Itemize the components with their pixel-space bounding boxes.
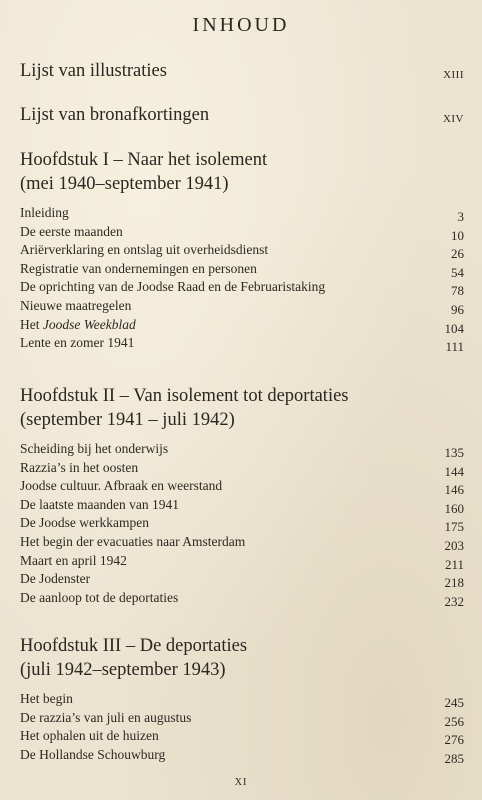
- section-item: [20, 223, 464, 242]
- section-item: [20, 709, 464, 728]
- section-page: 160: [444, 500, 464, 516]
- chapter-title: Hoofdstuk III – De deportaties: [20, 636, 248, 656]
- toc-entry-label: Lijst van illustraties: [20, 61, 167, 81]
- section-item: [20, 514, 464, 533]
- section-item: [20, 690, 464, 709]
- page-title: INHOUD: [192, 14, 290, 36]
- page-number: XI: [234, 777, 248, 788]
- section-page: 26: [451, 246, 464, 262]
- section-item: [20, 334, 464, 353]
- chapter-title: Hoofdstuk I – Naar het isolement: [20, 150, 268, 170]
- section-item: [20, 440, 464, 459]
- section-page: 232: [444, 593, 464, 609]
- chapter-heading: [20, 148, 464, 196]
- section-label: Razzia’s in het oosten: [20, 459, 139, 475]
- chapter-heading: [20, 634, 464, 682]
- section-item: [20, 533, 464, 552]
- section-page: 256: [444, 713, 464, 729]
- section-label: De Joodse werkkampen: [20, 515, 149, 531]
- section-page: 111: [445, 339, 464, 355]
- chapter-period: (september 1941 – juli 1942): [20, 410, 235, 430]
- section-page: 146: [444, 482, 464, 498]
- section-page: 10: [451, 227, 464, 243]
- periodical-title: Joodse Weekblad: [42, 316, 136, 332]
- section-label: De aanloop tot de deportaties: [20, 589, 179, 605]
- section-page: 285: [444, 750, 464, 766]
- section-label: De Hollandse Schouwburg: [20, 746, 166, 762]
- section-list: [20, 204, 464, 353]
- section-page: 54: [451, 264, 464, 280]
- section-label: De eerste maanden: [20, 223, 123, 239]
- section-item: [20, 570, 464, 589]
- section-item: [20, 316, 464, 335]
- section-label: Inleiding: [20, 205, 69, 220]
- section-label: Joodse cultuur. Afbraak en weerstand: [20, 478, 223, 494]
- section-item: [20, 278, 464, 297]
- section-item: [20, 727, 464, 746]
- section-page: 144: [444, 463, 464, 479]
- section-label: Het Joodse Weekblad: [20, 316, 136, 332]
- section-page: 203: [444, 537, 464, 553]
- section-page: 175: [444, 519, 464, 535]
- chapter-period: (juli 1942–september 1943): [20, 660, 226, 680]
- section-page: 96: [451, 301, 464, 317]
- chapter-heading: [20, 384, 464, 432]
- chapter-period: (mei 1940–september 1941): [20, 174, 229, 194]
- chapter-title: Hoofdstuk II – Van isolement tot deportaties: [20, 386, 349, 406]
- chapter-1: [20, 148, 464, 353]
- toc-entry-label: Lijst van bronafkortingen: [20, 105, 210, 125]
- section-label: Het begin: [20, 691, 73, 706]
- section-label: De oprichting van de Joodse Raad en de Februaristaking: [20, 279, 326, 295]
- section-label: Lente en zomer 1941: [20, 335, 135, 351]
- section-page: 3: [457, 209, 464, 224]
- toc-entry-page: XIV: [442, 113, 464, 125]
- section-item: [20, 477, 464, 496]
- section-label: Ariërverklaring en ontslag uit overheidsdienst: [20, 242, 269, 258]
- section-label: De razzia’s van juli en augustus: [20, 709, 192, 725]
- section-page: 218: [444, 575, 464, 591]
- section-list: [20, 440, 464, 607]
- section-label: Scheiding bij het onderwijs: [20, 441, 169, 456]
- section-label: Het begin der evacuaties naar Amsterdam: [20, 533, 246, 549]
- section-item: [20, 589, 464, 608]
- section-label: De Jodenster: [20, 571, 91, 587]
- section-page: 104: [444, 320, 464, 336]
- section-item: [20, 297, 464, 316]
- section-page: 211: [444, 556, 464, 572]
- section-item: [20, 496, 464, 515]
- toc-entry-illustrations: [20, 60, 464, 82]
- section-label: Maart en april 1942: [20, 552, 127, 568]
- toc-entry-page: XIII: [443, 69, 464, 81]
- chapter-2: [20, 384, 464, 607]
- section-item: [20, 459, 464, 478]
- section-item: [20, 552, 464, 571]
- section-page: 135: [444, 445, 464, 460]
- section-item: [20, 241, 464, 260]
- section-page: 245: [444, 695, 464, 710]
- section-page: 78: [451, 283, 464, 299]
- chapter-3: [20, 634, 464, 764]
- section-page: 276: [444, 732, 464, 748]
- section-item: [20, 746, 464, 765]
- section-label: De laatste maanden van 1941: [20, 496, 179, 512]
- section-label: Registratie van ondernemingen en personen: [20, 260, 257, 276]
- section-label: Nieuwe maatregelen: [20, 297, 132, 313]
- section-item: [20, 260, 464, 279]
- section-label: Het ophalen uit de huizen: [20, 728, 159, 744]
- toc-entry-abbreviations: [20, 104, 464, 126]
- section-list: [20, 690, 464, 764]
- section-item: [20, 204, 464, 223]
